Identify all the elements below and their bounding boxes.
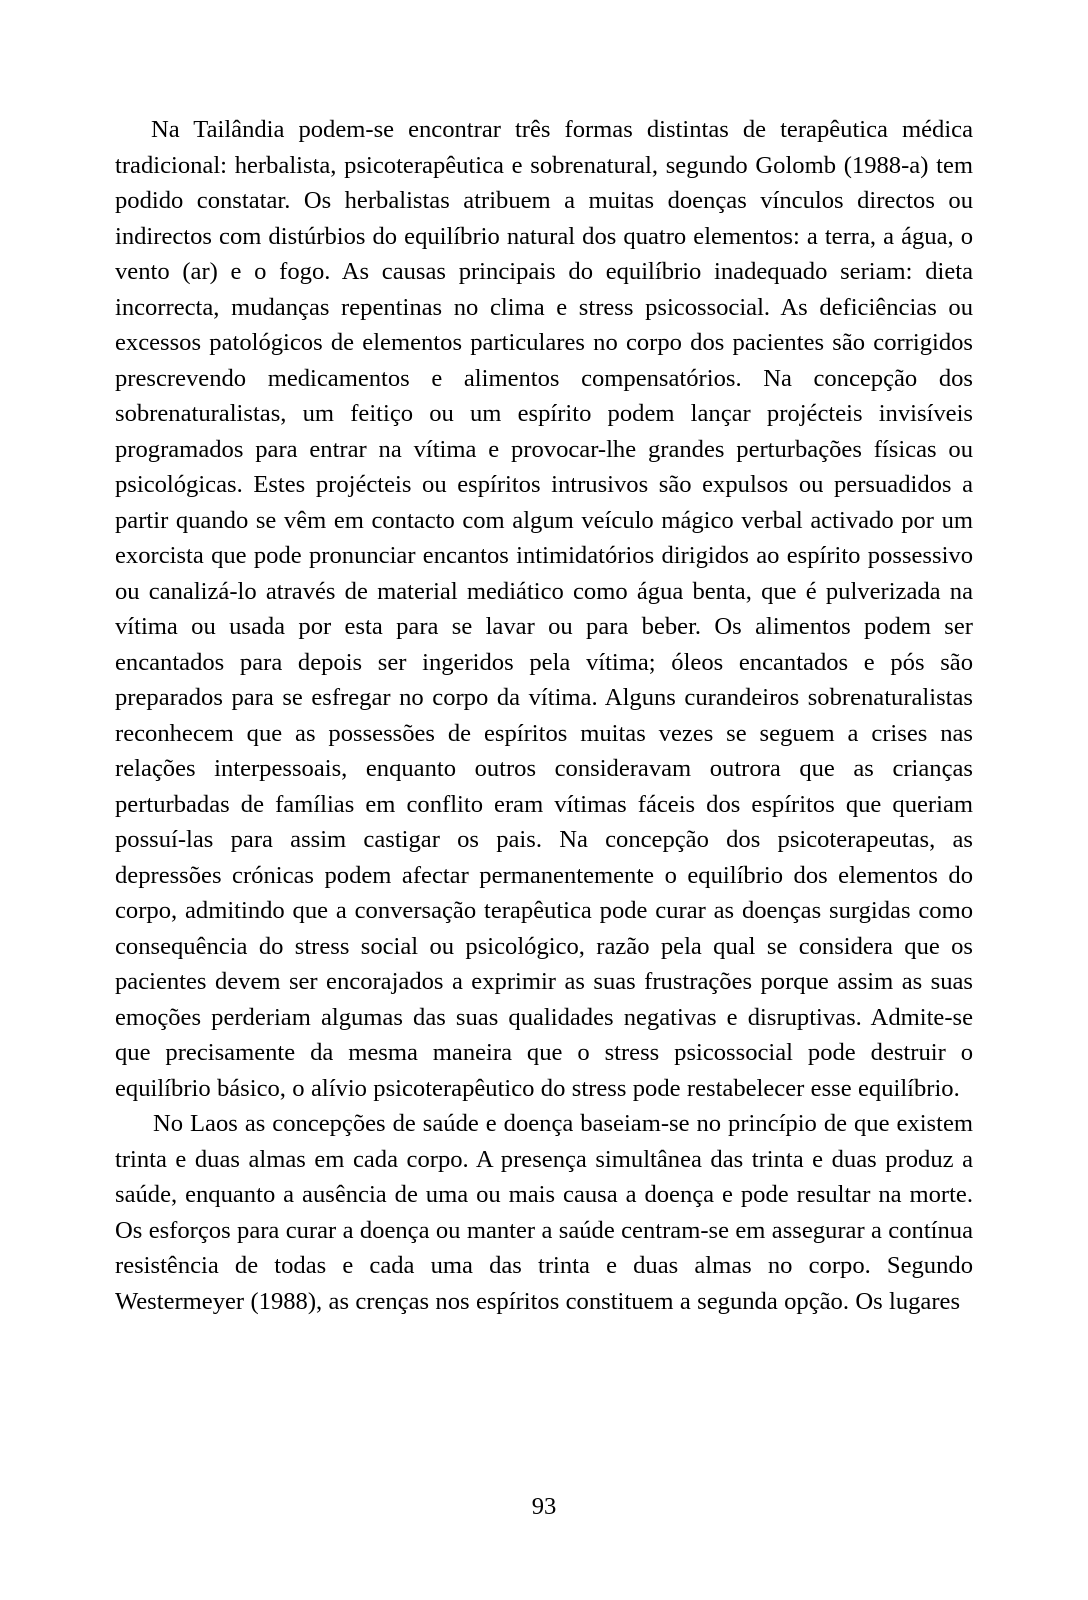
paragraph-2: No Laos as concepções de saúde e doença baseiam-se no princípio de que existem trinta e duas almas em cada corpo. A presença simultânea das trinta e duas produz a saúde, enquanto a ausência de uma ou mais causa a doença e pode resultar na morte. Os esforços para curar a doença ou manter a saúde centram-se em assegurar a contínua resistência de todas e cada uma das trinta e duas almas no corpo. Segundo Westermeyer (1988), as crenças nos espíritos constituem a segunda opção. Os lugares (115, 1110, 973, 1315)
body-text-block (115, 112, 973, 1319)
page-number: 93 (531, 1493, 557, 1520)
paragraph-1: Na Tailândia podem-se encontrar três formas distintas de terapêutica médica tradicional: herbalista, psicoterapêutica e sobrenatural, segundo Golomb (1988-a) tem podido constatar. Os herbalistas atribuem a muitas doenças vínculos directos ou indirectos com distúrbios do equilíbrio natural dos quatro elementos: a terra, a água, o vento (ar) e o fogo. As causas principais do equilíbrio inadequado seriam: dieta incorrecta, mudanças repentinas no clima e stress psicossocial. As deficiências ou excessos patológicos de elementos particulares no corpo dos pacientes são corrigidos prescrevendo medicamentos e alimentos compensatórios. Na concepção dos sobrenaturalistas, um feitiço ou um espírito podem lançar projécteis invisíveis programados para entrar na vítima e provocar-lhe grandes perturbações físicas ou psicológicas. Estes projécteis ou espíritos intrusivos são expulsos ou persuadidos a partir quando se vêm em contacto com algum veículo mágico verbal activado por um exorcista que pode pronunciar encantos intimidatórios dirigidos ao espírito possessivo ou canalizá-lo através de material mediático como água benta, que é pulverizada na vítima ou usada por esta para se lavar ou para beber. Os alimentos podem ser encantados para depois ser ingeridos pela vítima; óleos encantados e pós são preparados para se esfregar no corpo da vítima. Alguns curandeiros sobrenaturalistas reconhecem que as possessões de espíritos muitas vezes se seguem a crises nas relações interpessoais, enquanto outros consideravam outrora que as crianças perturbadas de famílias em conflito eram vítimas fáceis dos espíritos que queriam possuí-las para assim castigar os pais. Na concepção dos psicoterapeutas, as depressões crónicas podem afectar permanentemente o equilíbrio dos elementos do corpo, admitindo que a conversação terapêutica pode curar as doenças surgidas como consequência do stress social ou psicológico, razão pela qual se considera que os pacientes devem ser encorajados a exprimir as suas frustrações porque assim as suas emoções perderiam algumas das suas qualidades negativas e disruptivas. Admite-se que precisamente da mesma maneira que o stress psicossocial pode destruir o equilíbrio básico, o alívio psicoterapêutico do stress pode restabelecer esse equilíbrio. (115, 116, 973, 1102)
